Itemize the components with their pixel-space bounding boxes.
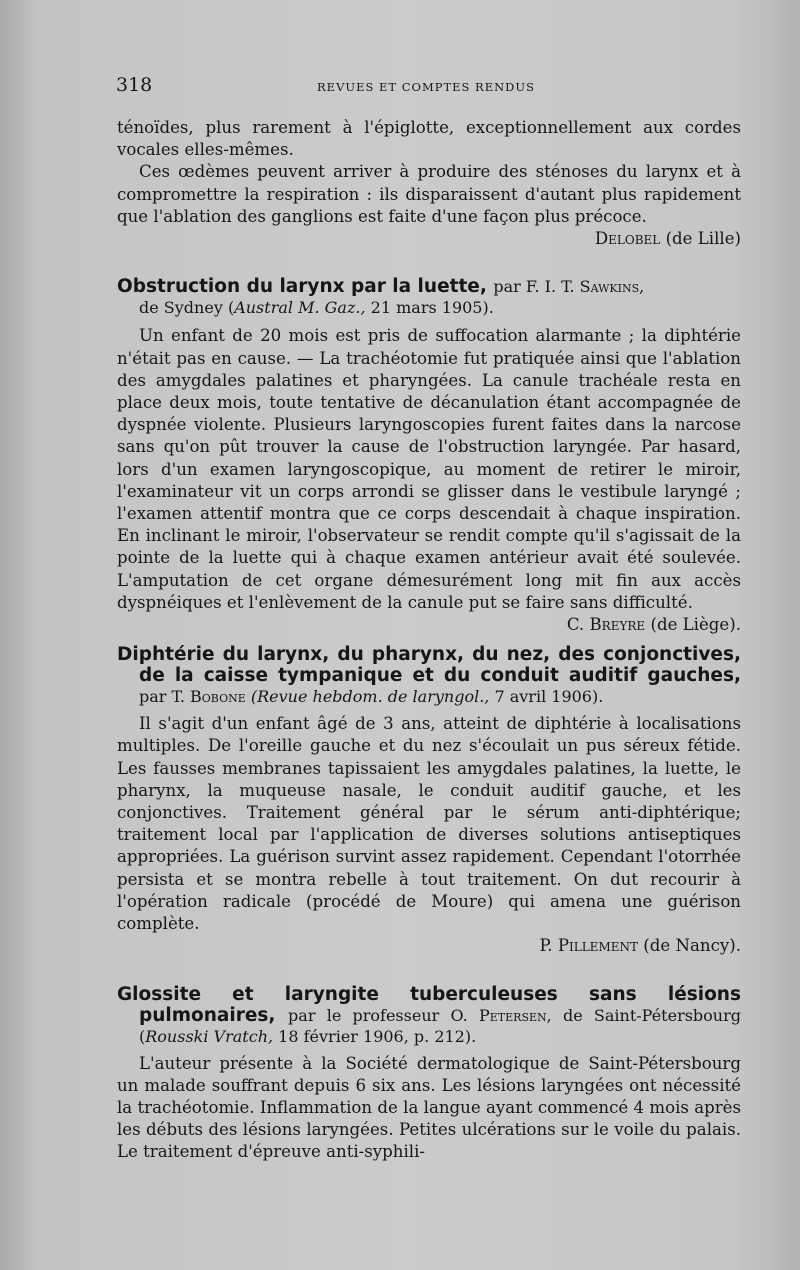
article-1-signature <box>117 614 741 636</box>
signature-place: (de Lille) <box>665 229 741 249</box>
article-2-date: 7 avril 1906). <box>494 687 604 707</box>
article-3-author: Petersen, <box>479 1005 552 1025</box>
article-3-journal: Rousski Vratch, <box>145 1026 274 1046</box>
signature-place: (de Nancy). <box>643 936 741 956</box>
article-1-heading <box>117 276 741 297</box>
article-3-by: par le professeur O. <box>288 1005 468 1025</box>
signature-place: (de Liège). <box>650 615 741 635</box>
article-1-body: Un enfant de 20 mois est pris de suffocation alarmante ; la diphtérie n'était pas en cause. — La trachéotomie fut pratiquée ainsi que l'ablation des amygdales palatines et pharyngées. La canule trachéale resta en place deux mois, toute tentative de décanulation étant accompagnée de dyspnée violente. Plusieurs laryngoscopies furent faites dans la narcose sans qu'on pût trouver la cause de l'obstruction laryngée. Par hasard, lors d'un examen laryngoscopique, au moment de retirer le miroir, l'examinateur vit un corps arrondi se glisser dans le vestibule laryngé ; l'examen attentif montra que ce corps descendait à chaque inspiration. En inclinant le miroir, l'observateur se rendit compte qu'il s'agissait de la pointe de la luette qui à chaque examen antérieur avait été soulevée. L'amputation de cet organe démesurément long mit fin aux accès dyspnéiques et l'enlèvement de la canule put se faire sans difficulté. <box>117 326 741 612</box>
article-1-date: 21 mars 1905). <box>370 298 494 318</box>
article-2-title: Diphtérie du larynx, du pharynx, du nez, des conjonctives, de la caisse tympanique et du conduit auditif gauches, <box>117 644 741 687</box>
article-3-heading <box>117 984 741 1047</box>
article-2-author: Bobone <box>190 687 246 707</box>
running-title: REVUES ET COMPTES RENDUS <box>317 80 535 94</box>
page-header <box>116 76 736 98</box>
signature-name: C. Breyre <box>566 615 646 635</box>
intro-paragraph-2 <box>117 161 741 228</box>
article-2-by: par T. <box>139 687 185 707</box>
signature-name: Delobel <box>594 229 661 249</box>
article-1-meta <box>493 277 644 296</box>
page-number: 318 <box>116 74 153 96</box>
article-1-journal: Austral M. Gaz., <box>234 298 366 318</box>
article-1-place: de Sydney ( <box>139 298 235 318</box>
article-3-body: L'auteur présente à la Société dermatologique de Saint-Pétersbourg un malade souffrant depuis 6 six ans. Les lésions laryngées ont nécessité la trachéotomie. Inflammation de la langue ayant commencé 4 mois après les débuts des lésions laryngées. Petites ulcérations sur le voile du palais. Le traitement d'épreuve anti-syphili- <box>117 1053 741 1162</box>
article-1-reference <box>117 297 741 319</box>
article-2-journal: (Revue hebdom. de laryngol., <box>250 687 490 707</box>
intro-paragraph-1: ténoïdes, plus rarement à l'épiglotte, exceptionnellement aux cordes vocales elles-mêmes. <box>117 118 741 160</box>
intro-signature <box>117 228 741 250</box>
intro-paragraph-2-text: Ces œdèmes peuvent arriver à produire des sténoses du larynx et à compromettre la respiration : ils disparaissent d'autant plus rapidement que l'ablation des ganglions est faite d'une façon plus précoce. <box>117 162 741 226</box>
signature-name: P. Pillement <box>539 936 638 956</box>
article-3-date: 18 février 1906, p. 212). <box>278 1026 477 1046</box>
article-2-body: Il s'agit d'un enfant âgé de 3 ans, atteint de diphtérie à localisations multiples. De l'oreille gauche et du nez s'écoulait un pus séreux fétide. Les fausses membranes tapissaient les amygdales palatines, la luette, le pharynx, la muqueuse nasale, le conduit auditif gauche, et les conjonctives. Traitement général par le sérum anti-diphtérique; traitement local par l'application de diverses solutions antiseptiques appropriées. La guérison survint assez rapidement. Cependant l'otorrhée persista et se montra rebelle à tout traitement. On dut recourir à l'opération radicale (procédé de Moure) qui amena une guérison complète. <box>117 714 741 934</box>
article-3-title: Glossite et laryngite tuberculeuses sans lésions pulmonaires, <box>117 983 741 1026</box>
body-text <box>117 117 741 1164</box>
article-1-author: Sawkins, <box>579 277 645 297</box>
article-3-place: de Saint-Pétersbourg ( <box>139 1005 742 1046</box>
article-2-meta <box>139 687 603 706</box>
article-2-heading <box>117 644 741 707</box>
article-2-signature <box>117 935 741 957</box>
article-1-by: par F. I. T. <box>493 277 575 297</box>
article-1-title: Obstruction du larynx par la luette, <box>117 276 487 298</box>
